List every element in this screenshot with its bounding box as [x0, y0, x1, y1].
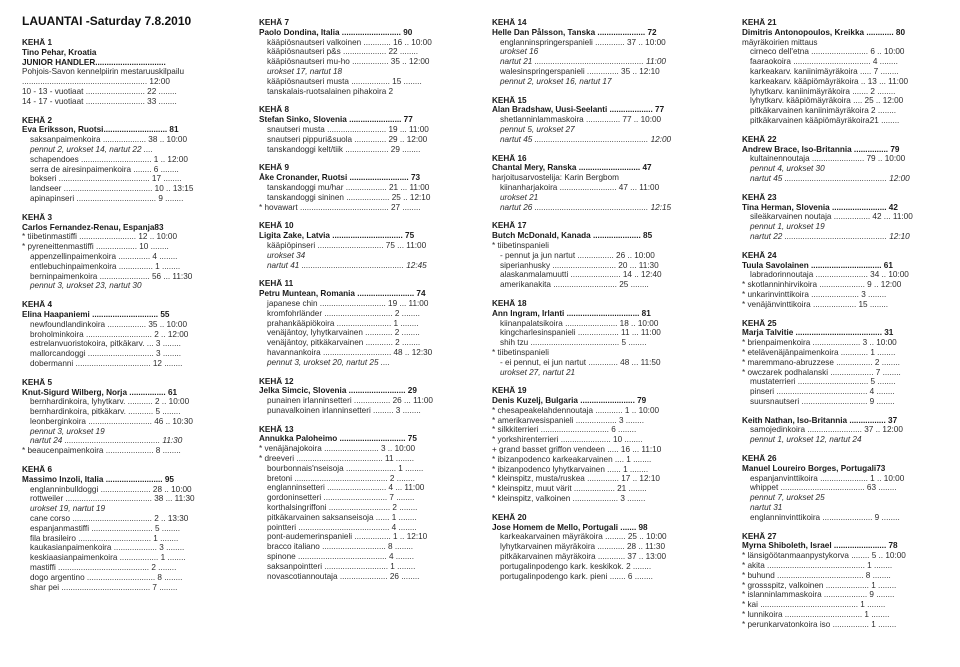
entry-line: labradorinnoutaja ....................... 34 .. 10:00 [750, 270, 909, 280]
entry-line: pennut 3, urokset 19 [30, 426, 105, 436]
judge-line: Jelka Simcic, Slovenia ......................... 29 [259, 386, 417, 396]
ring-heading: KEHÄ 10 [259, 221, 294, 231]
entry-line: fila brasileiro ................................ 1 ........ [30, 533, 179, 543]
entry-line: Pohjois-Savon kennelpiirin mestaruuskilpailu [22, 67, 185, 77]
judge-line: Keith Nathan, Iso-Britannia ................ 37 [742, 415, 898, 425]
entry-line: nartut 26 .................................................. 12:15 [500, 202, 672, 212]
ring-section [22, 213, 224, 291]
entry-line: * buhund ...................................... 8 ........ [742, 570, 891, 580]
ring-heading: KEHÄ 16 [492, 153, 527, 163]
ring-heading: KEHÄ 14 [492, 18, 527, 27]
entry-line: pennut 2, urokset 16, nartut 17 [500, 76, 612, 86]
entry-line: bretoni ......................................... 2 ........ [267, 473, 415, 483]
judge-line: Dimitris Antonopoulos, Kreikka ............ 80 [742, 27, 906, 37]
ring-section [492, 513, 724, 582]
entry-line: venäjäntoy, lyhytkarvainen ............ 2 ........ [267, 328, 420, 338]
ring-heading: KEHÄ 23 [742, 192, 777, 202]
judge-line: Elina Haapaniemi ............................. 55 [22, 309, 170, 319]
entry-line: kääpiösnautseri musta ................. 15 ........ [267, 76, 422, 86]
judge-line: Stefan Sinko, Slovenia ....................... 77 [259, 115, 413, 125]
entry-line: cane corso ................................... 2 .. 13:30 [30, 514, 189, 524]
entry-line: englanninvinttikoira ...................... 9 ........ [750, 512, 900, 522]
entry-line: karkeakarv. kaniinimäyräkoira ..... 7 ........ [750, 66, 899, 76]
entry-line: * yorkshirenterrieri ...................... 10 ........ [492, 435, 643, 445]
ring-section [742, 319, 942, 407]
entry-line: walesinspringerspanieli .............. 35 .. 12:10 [500, 66, 660, 76]
entry-line: alaskanmalamuutti ...................... 14 .. 12:40 [500, 270, 662, 280]
ring-heading: KEHÄ 9 [259, 163, 290, 173]
ring-section [259, 279, 459, 367]
ring-section [22, 378, 224, 456]
ring-section [259, 221, 459, 270]
ring-section [742, 135, 942, 184]
entry-line: serra de airesinpaimenkoira ........ 6 ........ [30, 164, 179, 174]
entry-line: * länsigöötanmaanpystykorva ........ 5 .. 10:00 [742, 551, 906, 561]
entry-line: estrelanvuoristokoira, pitkäkarv. ... 3 ........ [30, 339, 181, 349]
ring-section [259, 18, 459, 96]
entry-line: snautseri pippuri&suola .............. 29 .. 12:00 [267, 134, 428, 144]
entry-line: saksanpaimenkoira ................... 38 .. 10:00 [30, 135, 188, 145]
entry-line: mäyräkoirien mittaus [742, 37, 818, 47]
entry-line: saksanpointteri ............................ 1 ........ [267, 561, 416, 571]
entry-line: - pennut ja jun nartut ................ 26 .. 10:00 [500, 250, 655, 260]
ring-heading: KEHÄ 12 [259, 376, 294, 386]
entry-line: kultainennoutaja ....................... 79 .. 10:00 [750, 154, 906, 164]
entry-line: espanjanvinttikoira ..................... 1 .. 10:00 [750, 473, 905, 483]
judge-line: Annukka Paloheimo ............................. 75 [259, 434, 417, 444]
entry-line: espanjanmastiffi ........................... 5 ........ [30, 523, 181, 533]
entry-line: 10 - 13 - vuotiaat .......................... 22 ........ [22, 86, 177, 96]
ring-section [492, 96, 724, 145]
entry-line: portugalinpodengo kark. pieni ....... 6 ........ [500, 571, 653, 581]
ring-heading: KEHÄ 21 [742, 18, 777, 27]
entry-line: landseer ....................................... 10 .. 13:15 [30, 184, 194, 194]
ring-heading: KEHÄ 19 [492, 386, 527, 396]
entry-line: * kleinspitz, valkoinen .................... 3 ........ [492, 494, 646, 504]
judge-line: JUNIOR HANDLER............................... [22, 57, 166, 67]
entry-line: venäjäntoy, pitkäkarvainen ............ 2 ........ [267, 338, 421, 348]
entry-line: whippet ..................................... 63 ........ [750, 483, 897, 493]
entry-line: * ibizanpodenco lyhytkarvainen ...... 1 ........ [492, 464, 649, 474]
entry-line: pitkäkarvainen kaniinimäyräkoira 2 ........ [750, 106, 897, 116]
ring-heading: KEHÄ 5 [22, 377, 53, 387]
ring-section [22, 116, 224, 204]
entry-line: bourbonnais'nseisoja ...................... 1 ........ [267, 463, 424, 473]
entry-line: kiinanharjakoira ......................... 47 ... 11:00 [500, 182, 660, 192]
judge-line: Manuel Loureiro Borges, Portugali73 [742, 463, 886, 473]
ring-heading: KEHÄ 2 [22, 115, 53, 125]
entry-line: * akita ........................................... 1 ........ [742, 561, 893, 571]
entry-line: pennut 5, urokset 27 [500, 124, 575, 134]
entry-line: ....................................................... 12:00 [22, 77, 170, 87]
entry-line: faaraokoira .................................. 4 ........ [750, 57, 898, 67]
entry-line: pitkäkarvainen saksanseisoja ...... 1 ........ [267, 512, 417, 522]
ring-section [742, 454, 942, 523]
entry-line: * kleinspitz, muut värit .................. 21 ........ [492, 484, 647, 494]
entry-line: pointteri ........................................ 4 ........ [267, 522, 417, 532]
entry-line: portugalinpodengo kark. keskikok. 2 ........ [500, 561, 652, 571]
column-1 [22, 14, 224, 601]
entry-line: pinseri ........................................ 4 ........ [750, 387, 895, 397]
ring-section [742, 532, 942, 630]
judge-line: Ligita Zake, Latvia ............................... 75 [259, 231, 415, 241]
entry-line: punavalkoinen irlanninsetteri ......... 3 ........ [267, 405, 421, 415]
judge-line: Eva Eriksson, Ruotsi............................ 81 [22, 125, 179, 135]
entry-line: tanskalais-ruotsalainen pihakoira 2 [267, 86, 394, 96]
entry-line: kääpiösnautseri valkoinen ............ 16 .. 10:00 [267, 37, 432, 47]
ring-section [742, 416, 942, 445]
judge-line: Alan Bradshaw, Uusi-Seelanti ................... 77 [492, 105, 665, 115]
entry-line: pennut 4, urokset 30 [750, 164, 825, 174]
entry-line: nartut 45 ............................................. 12:00 [750, 173, 910, 183]
ring-section [259, 377, 459, 416]
entry-line: * tiibetinspanieli [492, 240, 549, 250]
entry-line: nartut 22 ............................................. 12:10 [750, 231, 910, 241]
document-title: LAUANTAI -Saturday 7.8.2010 [22, 14, 192, 28]
entry-line: pennut 7, urokset 25 [750, 493, 825, 503]
entry-line: havannankoira .............................. 48 .. 12:30 [267, 347, 433, 357]
entry-line: + grand basset griffon vendeen ..... 16 ... 11:10 [492, 445, 662, 455]
judge-line: Åke Cronander, Ruotsi .......................... 73 [259, 173, 421, 183]
ring-section [22, 300, 224, 369]
judge-line: Tuula Savolainen ............................... 61 [742, 260, 893, 270]
ring-section [259, 163, 459, 212]
judge-line: Helle Dan Pålsson, Tanska ..................... 72 [492, 27, 657, 37]
entry-line: japanese chin ............................. 19 ... 11:00 [267, 298, 429, 308]
entry-line: shetlanninlammaskoira ............... 77 .. 10:00 [500, 115, 662, 125]
judge-line: Andrew Brace, Iso-Britannia ............... 79 [742, 144, 900, 154]
ring-section [742, 251, 942, 310]
ring-section [492, 18, 724, 87]
ring-heading: KEHÄ 20 [492, 512, 527, 522]
entry-line: nartut 21 ................................................ 11:00 [500, 57, 666, 67]
entry-line: siperianhusky ............................ 20 ... 11:30 [500, 260, 659, 270]
entry-line: * beaucenpaimenkoira ..................... 8 ........ [22, 446, 181, 456]
entry-line: sileäkarvainen noutaja ................ 42 ... 11:00 [750, 212, 913, 222]
entry-line: englanninspringerspanieli ............. 37 .. 10:00 [500, 37, 666, 47]
entry-line: * grossspitz, valkoinen ................... 1 ........ [742, 580, 897, 590]
entry-line: tanskandoggi sininen ................... 25 .. 12:10 [267, 192, 431, 202]
entry-line: shih tzu ....................................... 5 ........ [500, 338, 647, 348]
entry-line: * ibizanpodenco karkeakarvainen .... 1 ........ [492, 454, 652, 464]
entry-line: berninpaimenkoira ...................... 56 ... 11:30 [30, 271, 193, 281]
entry-line: urokset 16 [500, 47, 539, 57]
entry-line: * brienpaimenkoira ..................... 3 .. 10:00 [742, 338, 897, 348]
entry-line: dobermanni ................................. 12 ........ [30, 358, 183, 368]
entry-line: bernhardinkoira, pitkäkarv. ........... 5 ........ [30, 407, 181, 417]
ring-heading: KEHÄ 17 [492, 221, 527, 231]
entry-line: pennut 1, urokset 12, nartut 24 [750, 435, 862, 445]
entry-line: * kai ........................................... 1 ........ [742, 600, 886, 610]
entry-line: mastiffi ........................................ 2 ........ [30, 563, 177, 573]
entry-line: pont-audemerinspanieli ................ 1 .. 12:10 [267, 532, 428, 542]
ring-heading: KEHÄ 3 [22, 212, 53, 222]
judge-line: Knut-Sigurd Wilberg, Norja ................ 61 [22, 387, 178, 397]
entry-line: * silkkiterrieri .............................. 6 ........ [492, 425, 637, 435]
judge-line: Marja Talvitie ...................................... 31 [742, 328, 894, 338]
entry-line: entlebuchinpaimenkoira ............... 1 ........ [30, 261, 181, 271]
judge-line: Petru Muntean, Romania ......................... 74 [259, 289, 426, 299]
entry-line: urokset 19, nartut 19 [30, 504, 106, 514]
entry-line: * lunnikoira .................................. 1 ........ [742, 610, 890, 620]
entry-line: englanninsetteri .......................... 4 ... 11:00 [267, 483, 425, 493]
entry-line: amerikanakita ............................ 25 ........ [500, 280, 649, 290]
entry-line: pitkäkarvainen mäyräkoira ............ 37 .. 13:00 [500, 552, 667, 562]
entry-line: * islanninlammaskoira ................... 9 ........ [742, 590, 895, 600]
entry-line: * etelävenäjänpaimenkoira ............ 1 ........ [742, 347, 896, 357]
entry-line: punainen irlanninsetteri ................ 26 ... 11:00 [267, 396, 433, 406]
ring-heading: KEHÄ 18 [492, 298, 527, 308]
entry-line: * perunkarvatonkoira iso ................ 1 ........ [742, 619, 897, 629]
entry-line: - ei pennut, ei jun nartut ............. 48 ... 11:50 [500, 357, 661, 367]
entry-line: bernhardinkoira, lyhytkarv. ........... 2 .. 10:00 [30, 397, 190, 407]
entry-line: * venäjänajokoira ........................ 3 .. 10:00 [259, 444, 416, 454]
ring-section [22, 38, 224, 107]
entry-line: karkeakarv. kääpiömäyräkoira .. 13 ... 11:00 [750, 76, 909, 86]
entry-line: lyhytkarvainen mäyräkoira ............ 28 .. 11:30 [500, 542, 666, 552]
ring-section [492, 221, 724, 290]
entry-line: prahankääpiökoira ........................ 1 ........ [267, 318, 419, 328]
entry-line: tanskandoggi mu/har .................. 21 ... 11:00 [267, 182, 430, 192]
entry-line: * pyreneittenmastiffi .................. 10 ........ [22, 242, 169, 252]
ring-heading: KEHÄ 24 [742, 250, 777, 260]
ring-heading: KEHÄ 25 [742, 318, 777, 328]
entry-line: nartut 45 .................................................. 12:00 [500, 134, 672, 144]
ring-section [259, 105, 459, 154]
judge-line: Denis Kuzelj, Bulgaria ........................ 79 [492, 396, 647, 406]
entry-line: suursnautseri ............................. 9 ........ [750, 396, 895, 406]
entry-line: shar pei ....................................... 7 ........ [30, 582, 178, 592]
ring-section [492, 386, 724, 504]
entry-line: kaukasianpaimenkoira ................... 3 ........ [30, 543, 185, 553]
entry-line: kääpiösnautseri mu-ho ................ 35 .. 12:00 [267, 57, 430, 67]
ring-section [742, 193, 942, 242]
judge-line: Massimo Inzoli, Italia ......................... 95 [22, 474, 174, 484]
entry-line: pennut 2, urokset 14, nartut 22 .... [30, 144, 153, 154]
ring-heading: KEHÄ 6 [22, 465, 53, 475]
judge-line: Jose Homem de Mello, Portugali ....... 98 [492, 522, 648, 532]
ring-heading: KEHÄ 1 [22, 38, 53, 47]
entry-line: kingcharlesinspanieli .................. 11 ... 11:00 [500, 328, 661, 338]
ring-section [259, 425, 459, 582]
entry-line: urokset 21 [500, 192, 539, 202]
judge-line: Tina Herman, Slovenia ........................ 42 [742, 202, 898, 212]
entry-line: schapendoes ............................... 1 .. 12:00 [30, 154, 188, 164]
ring-heading: KEHÄ 26 [742, 454, 777, 464]
entry-line: mallorcandoggi ............................. 3 ........ [30, 349, 182, 359]
judge-line: Myrna Shiboleth, Israel ....................... 78 [742, 541, 898, 551]
column-3 [492, 18, 724, 590]
entry-line: leonberginkoira ............................ 46 .. 10:30 [30, 416, 193, 426]
entry-line: cirneco dell'etna ......................... 6 .. 10:00 [750, 47, 905, 57]
ring-heading: KEHÄ 27 [742, 531, 777, 541]
entry-line: urokset 34 [267, 250, 306, 260]
judge-line: Butch McDonald, Kanada ..................... 85 [492, 231, 653, 241]
entry-line: keskiaasianpaimenkoira ................. 1 ........ [30, 553, 186, 563]
entry-line: apinapinseri ................................... 9 ........ [30, 193, 184, 203]
entry-line: kääpiöpinseri ............................. 75 ... 11:00 [267, 240, 427, 250]
entry-line: pennut 1, urokset 19 [750, 222, 825, 232]
judge-line: Tino Pehar, Kroatia [22, 47, 97, 57]
entry-line: englanninbulldoggi ...................... 28 .. 10:00 [30, 484, 192, 494]
ring-section [22, 465, 224, 592]
judge-line: Chantal Mery, Ranska ........................... 47 [492, 163, 652, 173]
entry-line: pitkäkarvainen kääpiömäyräkoira21 ........ [750, 115, 900, 125]
entry-line: rottweiler ...................................... 38 ... 11:30 [30, 494, 195, 504]
entry-line: nartut 24 .......................................... 11:30 [30, 436, 183, 446]
entry-line: pennut 3, urokset 20, nartut 25 .... [267, 357, 390, 367]
entry-line: nartut 31 [750, 503, 783, 513]
entry-line: appenzellinpaimenkoira .............. 4 ........ [30, 251, 178, 261]
entry-line: lyhytkarv. kääpiömäyräkoira .... 25 .. 12:00 [750, 96, 904, 106]
entry-line: novascotiannoutaja ..................... 26 ........ [267, 571, 420, 581]
ring-heading: KEHÄ 4 [22, 300, 53, 310]
entry-line: snautseri musta .......................... 19 ... 11:00 [267, 124, 429, 134]
ring-section [492, 299, 724, 377]
entry-line: 14 - 17 - vuotiaat .......................... 33 ........ [22, 96, 177, 106]
entry-line: pennut 3, urokset 23, nartut 30 [30, 281, 142, 291]
entry-line: nartut 41 ............................................. 12:45 [267, 260, 427, 270]
ring-section [742, 18, 942, 126]
judge-line: Ann Ingram, Irlanti ................................ 81 [492, 308, 651, 318]
entry-line: * tiibetinspanieli [492, 347, 549, 357]
ring-heading: KEHÄ 8 [259, 105, 290, 115]
entry-line: bracco italiano ............................ 8 ........ [267, 542, 414, 552]
entry-line: * tiibetinmastiffi ......................... 12 .. 10:00 [22, 232, 178, 242]
judge-line: Paolo Dondina, Italia .......................... 90 [259, 27, 413, 37]
entry-line: urokset 27, nartut 21 [500, 367, 576, 377]
entry-line: gordoninsetteri ............................ 7 ........ [267, 493, 415, 503]
entry-line: harjoitusarvostelija: Karin Bergbom [492, 173, 619, 183]
entry-line: * chesapeakelahdennoutaja ............ 1 .. 10:00 [492, 405, 660, 415]
entry-line: * unkarinvinttikoira ..................... 3 ........ [742, 289, 887, 299]
entry-line: lyhytkarv. kaniinimäyräkoira ....... 2 ........ [750, 86, 896, 96]
entry-line: * hovawart ....................................... 27 ........ [259, 202, 421, 212]
entry-line: * dreeveri ...................................... 11 ........ [259, 454, 415, 464]
entry-line: * venäjänvinttikoira ................... 15 ........ [742, 299, 889, 309]
entry-line: korthalsingriffoni ........................... 2 ........ [267, 503, 418, 513]
ring-section [492, 154, 724, 213]
entry-line: tanskandoggi kelt/tiik ................... 29 ........ [267, 144, 421, 154]
entry-line: * kleinspitz, musta/ruskea .............. 17 .. 12:10 [492, 474, 660, 484]
entry-line: newfoundlandinkoira ................. 35 .. 10:00 [30, 319, 188, 329]
entry-line: * skotlanninhirvikoira .................... 9 .. 12:00 [742, 280, 902, 290]
entry-line: samojedinkoira ........................ 37 .. 12:00 [750, 425, 903, 435]
ring-heading: KEHÄ 11 [259, 279, 294, 289]
entry-line: * maremmano-abruzzese ................ 2 ........ [742, 357, 900, 367]
entry-line: kääpiösnautseri p&s ................... 22 ........ [267, 47, 419, 57]
entry-line: mustaterrieri ............................... 5 ........ [750, 377, 896, 387]
column-2 [259, 18, 459, 590]
entry-line: * amerikanvesispanieli .................. 3 ........ [492, 415, 644, 425]
entry-line: broholminkoira ............................. 2 .. 12:00 [30, 329, 189, 339]
entry-line: karkeakarvainen mäyräkoira ......... 25 .. 10:00 [500, 532, 667, 542]
ring-heading: KEHÄ 7 [259, 18, 290, 27]
entry-line: urokset 17, nartut 18 [267, 66, 343, 76]
ring-heading: KEHÄ 22 [742, 134, 777, 144]
column-4 [742, 18, 942, 639]
judge-line: Carlos Fernandez-Renau, Espanja83 [22, 222, 164, 232]
ring-heading: KEHÄ 15 [492, 95, 527, 105]
entry-line: * owczarek podhalanski ................... 7 ........ [742, 367, 901, 377]
entry-line: kiinanpalatsikoira ....................... 18 .. 10:00 [500, 318, 659, 328]
ring-heading: KEHÄ 13 [259, 424, 294, 434]
entry-line: kromfohrländer .............................. 2 ........ [267, 308, 420, 318]
entry-line: bokseri ........................................ 17 ........ [30, 174, 182, 184]
entry-line: spinone ....................................... 4 ........ [267, 552, 414, 562]
entry-line: dogo argentino .............................. 8 ........ [30, 572, 183, 582]
